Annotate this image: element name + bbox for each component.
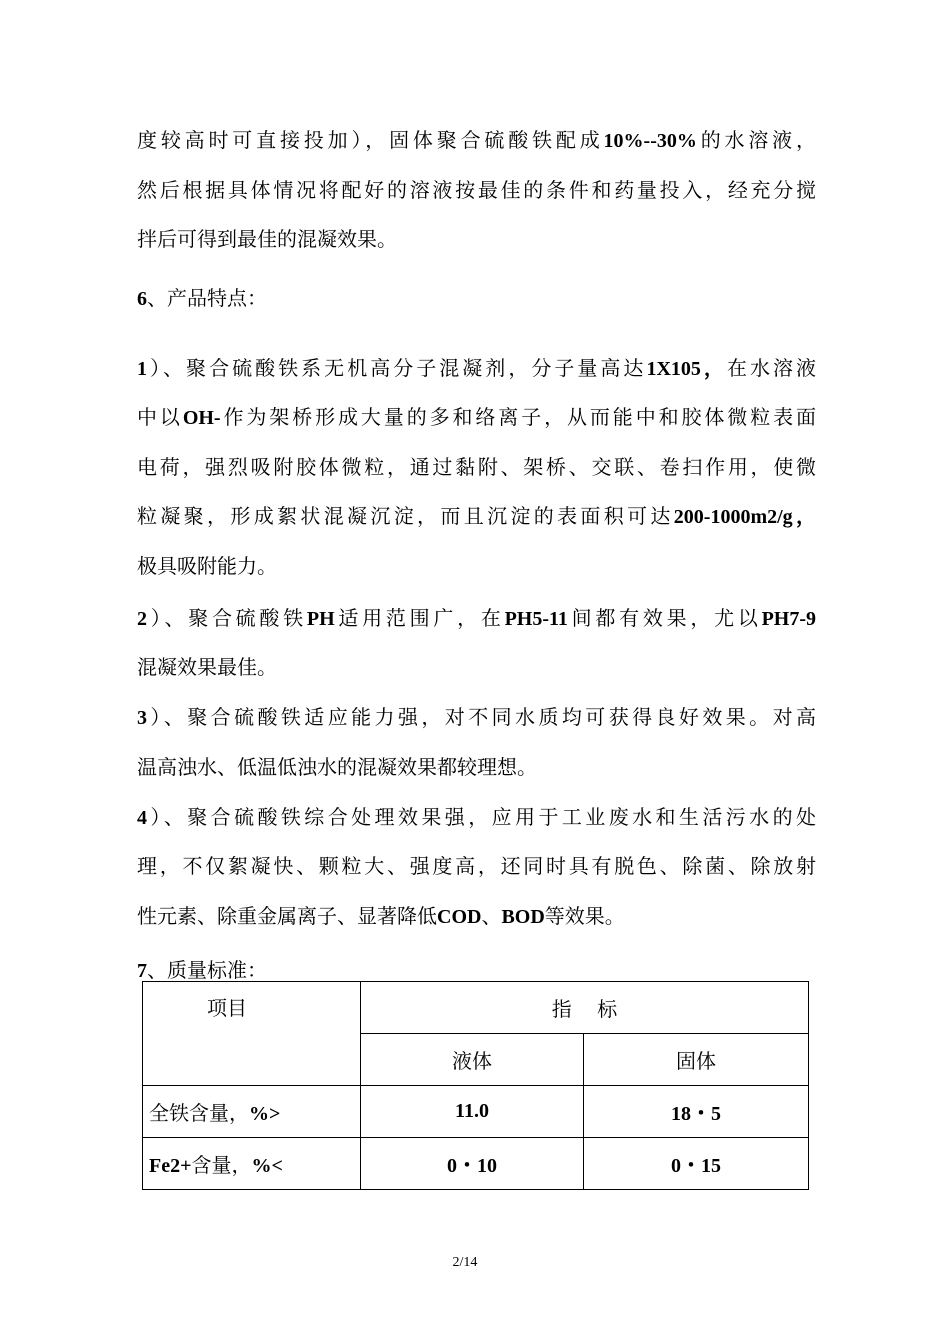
table-row <box>143 1138 809 1190</box>
row-label-cell <box>143 1086 361 1138</box>
item-number: 2 <box>137 608 147 630</box>
list-item-line <box>137 903 625 930</box>
text-run-bold: PH5-11 <box>504 608 568 630</box>
text-run-bold: 10%--30% <box>603 130 697 152</box>
row-label: 含量， <box>191 1153 252 1177</box>
text-run: 性元素、除重金属离子、显著降低 <box>137 904 437 928</box>
liquid-value-cell: 0・10 <box>361 1138 584 1190</box>
liquid-value-cell: 11.0 <box>361 1086 584 1138</box>
list-item-line: 温高浊水、低温低浊水的混凝效果都较理想。 <box>137 755 537 779</box>
text-run: 、 <box>481 904 502 928</box>
paragraph-line: 拌后可得到最佳的混凝效果。 <box>137 227 397 251</box>
list-item-line: 理，不仅絮凝快、颗粒大、强度高，还同时具有脱色、除菌、除放射 <box>137 854 816 878</box>
header-solid-cell: 固体 <box>584 1034 809 1086</box>
list-item-line <box>137 503 816 530</box>
section-heading <box>137 285 267 312</box>
text-run-bold: COD <box>437 906 482 928</box>
text-run-bold: PH <box>306 608 335 630</box>
list-item-line <box>137 704 816 731</box>
header-item-label: 项目 <box>207 996 247 1020</box>
text-run: 度较高时可直接投加），固体聚合硫酸铁配成 <box>137 128 604 152</box>
section-heading <box>137 957 267 984</box>
row-unit: %< <box>251 1155 283 1177</box>
paragraph-line <box>137 127 816 154</box>
section-title: 、产品特点： <box>147 286 267 310</box>
solid-value-cell: 0・15 <box>584 1138 809 1190</box>
item-number: 1 <box>137 358 147 380</box>
text-run: ）、聚合硫酸铁综合处理效果强，应用于工业废水和生活污水的处 <box>147 805 816 829</box>
text-run: ）、聚合硫酸铁 <box>147 606 307 630</box>
text-run: ）、聚合硫酸铁适应能力强，对不同水质均可获得良好效果。对高 <box>147 705 816 729</box>
row-unit: %> <box>249 1103 281 1125</box>
list-item-line: 混凝效果最佳。 <box>137 655 277 679</box>
list-item-line: 极具吸附能力。 <box>137 554 277 578</box>
header-item-cell <box>143 982 361 1086</box>
row-label: 全铁含量， <box>149 1101 249 1125</box>
text-run: 间都有效果，尤以 <box>567 606 762 630</box>
text-run: 中以 <box>137 405 183 429</box>
text-run-bold: 1X105， <box>646 358 727 380</box>
item-number: 4 <box>137 807 147 829</box>
header-index-cell: 指 标 <box>361 982 809 1034</box>
text-run: 的水溶液， <box>696 128 817 152</box>
row-label-bold: Fe2+ <box>149 1155 192 1177</box>
text-run: 等效果。 <box>544 904 625 928</box>
section-number: 7 <box>137 960 147 982</box>
list-item-line <box>137 404 816 431</box>
page-number: 2/14 <box>452 1255 478 1270</box>
text-run-bold: 200-1000m2/g， <box>673 506 816 528</box>
text-run-bold: OH- <box>182 407 221 429</box>
item-number: 3 <box>137 707 147 729</box>
table-header-row <box>143 982 809 1034</box>
text-run-bold: PH7-9 <box>761 608 817 630</box>
header-liquid-cell: 液体 <box>361 1034 584 1086</box>
text-run: ）、聚合硫酸铁系无机高分子混凝剂，分子量高达 <box>147 356 647 380</box>
text-run: 在水溶液 <box>726 356 816 380</box>
section-title: 、质量标准： <box>147 958 267 982</box>
paragraph-line: 然后根据具体情况将配好的溶液按最佳的条件和药量投入，经充分搅 <box>137 178 816 202</box>
list-item-line: 电荷，强烈吸附胶体微粒，通过黏附、架桥、交联、卷扫作用，使微 <box>137 455 816 479</box>
table-row <box>143 1086 809 1138</box>
section-number: 6 <box>137 288 147 310</box>
text-run: 粒凝聚，形成絮状混凝沉淀，而且沉淀的表面积可达 <box>137 504 674 528</box>
text-run: 适用范围广，在 <box>334 606 505 630</box>
row-label-cell <box>143 1138 361 1190</box>
text-run: 作为架桥形成大量的多和络离子，从而能中和胶体微粒表面 <box>220 405 817 429</box>
list-item-line <box>137 355 816 382</box>
solid-value-cell: 18・5 <box>584 1086 809 1138</box>
text-run-bold: BOD <box>501 906 545 928</box>
quality-standard-table <box>142 981 809 1190</box>
list-item-line <box>137 605 816 632</box>
list-item-line <box>137 804 816 831</box>
